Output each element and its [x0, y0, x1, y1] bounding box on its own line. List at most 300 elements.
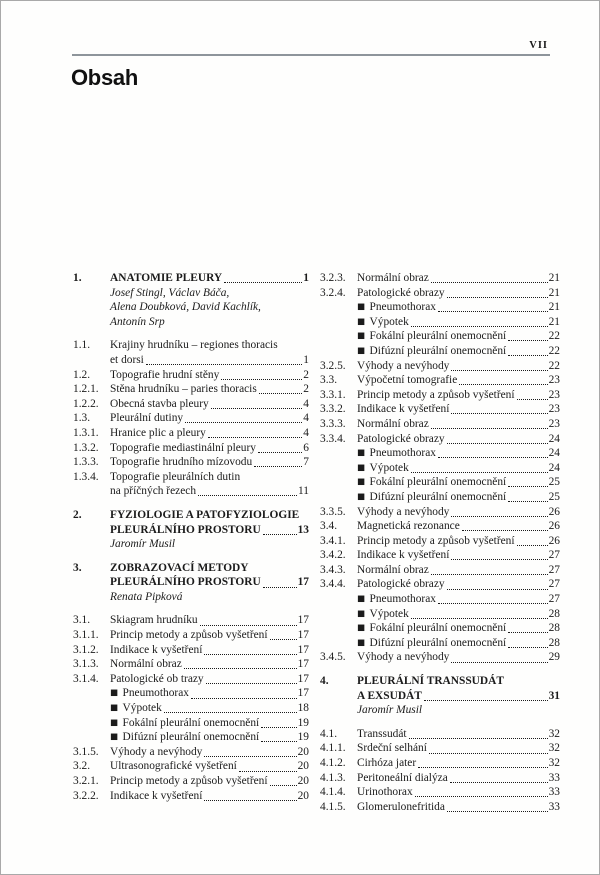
dot-leader — [451, 413, 547, 414]
entry-body — [110, 745, 309, 760]
entry-title: Indikace k vyšetření — [357, 403, 450, 416]
toc-entry — [320, 756, 560, 771]
entry-title: Difúzní pleurální onemocnění — [369, 344, 507, 357]
entry-title: Normální obraz — [110, 658, 182, 671]
dot-leader — [508, 355, 547, 356]
entry-title: Fokální pleurální onemocnění — [369, 476, 507, 489]
entry-body — [110, 426, 309, 441]
entry-number — [73, 300, 110, 315]
entry-page: 33 — [548, 800, 560, 813]
entry-number: 3.4.4. — [320, 578, 346, 591]
entry-number: 3.1. — [73, 614, 91, 627]
entry-number — [320, 461, 357, 476]
entry-body — [110, 774, 309, 789]
toc-entry — [73, 426, 309, 441]
entry-page: 13 — [297, 523, 309, 536]
toc-entry — [320, 490, 560, 505]
toc-entry — [73, 774, 309, 789]
dot-leader — [451, 662, 547, 663]
dot-leader — [211, 408, 303, 409]
entry-title: Princip metody a způsob vyšetření — [110, 629, 268, 642]
dot-leader — [200, 625, 297, 626]
entry-number — [73, 575, 110, 590]
entry-body — [110, 672, 309, 687]
entry-number — [320, 446, 357, 461]
entry-number: 1.3. — [73, 412, 91, 425]
dot-leader — [270, 785, 297, 786]
entry-number — [320, 300, 357, 315]
entry-title: Obecná stavba pleury — [110, 397, 209, 410]
bullet-square-icon: ■ — [357, 448, 366, 459]
entry-title: Výpotek — [369, 461, 409, 474]
entry-body — [357, 519, 560, 534]
entry-number: 3.3.2. — [320, 403, 346, 416]
entry-number: 3.1.5. — [73, 745, 99, 758]
toc-entry — [320, 373, 560, 388]
entry-body — [110, 759, 309, 774]
entry-page: 2 — [303, 383, 309, 396]
entry-number: 3.3.3. — [320, 417, 346, 430]
dot-leader — [198, 495, 297, 496]
entry-title: Normální obraz — [357, 563, 429, 576]
entry-page: 24 — [548, 461, 560, 474]
toc-entry — [320, 286, 560, 301]
entry-title: Renata Pipková — [110, 590, 183, 603]
entry-number: 2. — [73, 508, 82, 521]
entry-page: 19 — [297, 716, 309, 729]
entry-title: ANATOMIE PLEURY — [110, 272, 223, 284]
toc-chapter-line — [73, 271, 309, 286]
entry-title: Transsudát — [357, 727, 407, 740]
toc-entry — [73, 470, 309, 485]
entry-body — [357, 475, 560, 490]
entry-title: Pneumothorax — [122, 687, 189, 700]
toc-entry — [73, 411, 309, 426]
entry-title: PLEURÁLNÍ TRANSSUDÁT — [357, 675, 504, 688]
entry-title: Princip metody a způsob vyšetření — [357, 534, 515, 547]
entry-number: 3.2.3. — [320, 272, 346, 284]
entry-body — [357, 286, 560, 301]
entry-body — [110, 716, 309, 731]
dot-leader — [451, 559, 547, 560]
entry-title: Josef Stingl, Václav Báča, — [110, 286, 230, 299]
toc-block-chapter — [320, 674, 560, 718]
dot-leader — [431, 282, 548, 283]
entry-title: Výhody a nevýhody — [357, 651, 450, 664]
entry-title: Jaromír Musil — [110, 538, 176, 551]
dot-leader — [206, 683, 297, 684]
toc-entry — [320, 592, 560, 607]
entry-page: 18 — [297, 702, 309, 715]
dot-leader — [164, 712, 297, 713]
entry-page: 23 — [548, 403, 560, 416]
entry-page: 27 — [548, 578, 560, 591]
dot-leader — [462, 530, 548, 531]
toc-entry — [320, 359, 560, 374]
dot-leader — [261, 741, 296, 742]
entry-number: 3.3.5. — [320, 505, 346, 518]
dot-leader — [191, 698, 297, 699]
entry-number: 1.2.1. — [73, 383, 99, 396]
entry-number — [320, 329, 357, 344]
entry-title: FYZIOLOGIE A PATOFYZIOLOGIE — [110, 508, 300, 521]
dot-leader — [204, 654, 296, 655]
entry-body — [110, 455, 309, 470]
entry-number — [73, 730, 110, 745]
toc-entry — [320, 650, 560, 665]
entry-title: A EXSUDÁT — [357, 689, 422, 702]
entry-body — [357, 446, 560, 461]
dot-leader — [451, 370, 547, 371]
entry-page: 1 — [303, 272, 309, 284]
dot-leader — [431, 428, 548, 429]
toc-block-entries — [320, 271, 560, 665]
dot-leader — [263, 534, 297, 535]
entry-page: 25 — [548, 476, 560, 489]
toc-column-right — [320, 271, 560, 814]
page-title: Obsah — [71, 65, 138, 90]
entry-number — [320, 475, 357, 490]
dot-leader — [447, 589, 548, 590]
entry-title: Peritoneální dialýza — [357, 771, 448, 784]
entry-body — [110, 628, 309, 643]
entry-number — [73, 286, 110, 301]
toc-entry — [73, 686, 309, 701]
toc-entry — [320, 402, 560, 417]
entry-number: 4. — [320, 675, 329, 688]
entry-title: Normální obraz — [357, 417, 429, 430]
dot-leader — [221, 379, 302, 380]
entry-title: Pneumothorax — [369, 593, 436, 606]
entry-page: 22 — [548, 330, 560, 343]
entry-body — [357, 359, 560, 374]
entry-title: Urinothorax — [357, 786, 413, 799]
entry-number: 4.1.5. — [320, 800, 346, 813]
toc-author — [73, 537, 309, 552]
dot-leader — [411, 472, 548, 473]
entry-page: 17 — [297, 629, 309, 642]
entry-body — [110, 353, 309, 368]
entry-page: 31 — [548, 689, 560, 702]
toc-block-entries — [320, 727, 560, 815]
entry-title: Fokální pleurální onemocnění — [122, 716, 260, 729]
toc-entry — [320, 621, 560, 636]
entry-body — [357, 417, 560, 432]
entry-number: 3.4.1. — [320, 534, 346, 547]
entry-body — [357, 388, 560, 403]
entry-title: Cirhóza jater — [357, 757, 417, 769]
entry-title: Výpotek — [122, 702, 162, 715]
entry-title: Skiagram hrudníku — [110, 614, 198, 627]
toc-entry — [320, 315, 560, 330]
table-of-contents — [73, 271, 560, 814]
entry-page: 17 — [297, 614, 309, 627]
entry-title: Difúzní pleurální onemocnění — [369, 636, 507, 649]
entry-page: 32 — [548, 727, 560, 740]
entry-body — [357, 577, 560, 592]
entry-body — [357, 650, 560, 665]
entry-number: 3.4. — [320, 520, 338, 533]
entry-title: Patologické obrazy — [357, 286, 445, 299]
entry-number — [73, 590, 110, 605]
entry-body — [110, 470, 309, 485]
toc-entry — [320, 271, 560, 286]
dot-leader — [239, 771, 297, 772]
toc-entry-continuation — [73, 484, 309, 499]
dot-leader — [185, 422, 302, 423]
entry-page: 21 — [548, 315, 560, 328]
dot-leader — [431, 574, 548, 575]
toc-block-chapter — [73, 561, 309, 605]
entry-title: Pneumothorax — [369, 301, 436, 314]
toc-entry — [320, 461, 560, 476]
bullet-square-icon: ■ — [357, 608, 366, 619]
entry-title: Fokální pleurální onemocnění — [369, 622, 507, 635]
entry-page: 6 — [303, 441, 309, 454]
bullet-square-icon: ■ — [357, 477, 366, 488]
entry-page: 28 — [548, 622, 560, 635]
entry-body — [357, 271, 560, 286]
dot-leader — [438, 457, 548, 458]
entry-title: Topografie hrudního mízovodu — [110, 456, 253, 469]
entry-body — [110, 286, 309, 301]
entry-page: 24 — [548, 447, 560, 460]
dot-leader — [146, 364, 302, 365]
entry-body — [357, 534, 560, 549]
toc-column-left — [73, 271, 309, 814]
entry-page: 33 — [548, 786, 560, 799]
toc-entry — [73, 441, 309, 456]
entry-page: 20 — [297, 789, 309, 802]
entry-page: 32 — [548, 757, 560, 769]
entry-page: 4 — [303, 412, 309, 425]
entry-body — [110, 730, 309, 745]
entry-page: 20 — [297, 745, 309, 758]
entry-number: 3.1.1. — [73, 629, 99, 642]
dot-leader — [418, 767, 547, 768]
toc-entry — [73, 759, 309, 774]
entry-number — [73, 686, 110, 701]
entry-body — [357, 548, 560, 563]
entry-number — [320, 315, 357, 330]
entry-number — [320, 636, 357, 651]
toc-block-chapter — [73, 508, 309, 552]
entry-body — [110, 657, 309, 672]
entry-title: Antonín Srp — [110, 315, 165, 328]
dot-leader — [259, 393, 303, 394]
toc-chapter-line — [73, 523, 309, 538]
dot-leader — [447, 297, 548, 298]
toc-author — [73, 315, 309, 330]
dot-leader — [409, 738, 548, 739]
entry-page: 27 — [548, 549, 560, 562]
entry-page: 27 — [548, 593, 560, 606]
entry-title: PLEURÁLNÍHO PROSTORU — [110, 576, 261, 589]
entry-body — [110, 523, 309, 538]
entry-body — [110, 575, 309, 590]
bullet-square-icon: ■ — [357, 331, 366, 342]
entry-number: 3. — [73, 561, 82, 574]
entry-page: 17 — [297, 672, 309, 685]
entry-number: 3.1.3. — [73, 658, 99, 671]
entry-body — [110, 686, 309, 701]
entry-title: Princip metody a způsob vyšetření — [110, 775, 268, 787]
entry-body — [110, 368, 309, 383]
entry-body — [110, 508, 309, 523]
entry-page: 28 — [548, 636, 560, 649]
dot-leader — [411, 618, 548, 619]
bullet-square-icon: ■ — [357, 345, 366, 356]
entry-page: 22 — [548, 359, 560, 372]
entry-title: Difúzní pleurální onemocnění — [122, 731, 260, 744]
entry-body — [357, 563, 560, 578]
entry-body — [357, 592, 560, 607]
toc-entry — [73, 397, 309, 412]
entry-page: 26 — [548, 505, 560, 518]
entry-title: Princip metody a způsob vyšetření — [357, 388, 515, 401]
entry-page: 23 — [548, 417, 560, 430]
toc-author — [320, 703, 560, 718]
entry-page: 23 — [548, 388, 560, 401]
entry-body — [110, 382, 309, 397]
entry-body — [110, 441, 309, 456]
toc-entry — [73, 338, 309, 353]
entry-title: Indikace k vyšetření — [110, 789, 203, 802]
entry-page: 23 — [548, 374, 560, 387]
entry-title: Magnetická rezonance — [357, 520, 460, 533]
bullet-square-icon: ■ — [357, 462, 366, 473]
entry-page: 33 — [548, 771, 560, 784]
bullet-square-icon: ■ — [110, 732, 119, 743]
entry-title: Normální obraz — [357, 272, 429, 284]
toc-block-entries — [73, 338, 309, 499]
toc-entry — [73, 455, 309, 470]
toc-entry — [320, 475, 560, 490]
entry-body — [357, 621, 560, 636]
entry-number — [320, 490, 357, 505]
entry-number: 4.1.2. — [320, 757, 346, 769]
entry-body — [357, 800, 560, 815]
entry-body — [357, 771, 560, 786]
toc-chapter-line — [320, 674, 560, 689]
dot-leader — [451, 516, 547, 517]
entry-title: PLEURÁLNÍHO PROSTORU — [110, 523, 261, 536]
entry-body — [110, 590, 309, 605]
entry-number: 3.3.1. — [320, 388, 346, 401]
toc-chapter-line — [73, 561, 309, 576]
entry-body — [357, 607, 560, 622]
toc-entry — [73, 672, 309, 687]
toc-entry — [320, 388, 560, 403]
entry-number — [73, 701, 110, 716]
entry-body — [357, 785, 560, 800]
entry-body — [110, 561, 309, 576]
entry-number: 1.3.4. — [73, 470, 99, 483]
entry-body — [110, 484, 309, 499]
entry-number: 1. — [73, 272, 82, 284]
dot-leader — [270, 639, 297, 640]
entry-title: Srdeční selhání — [357, 742, 427, 755]
entry-title: Pleurální dutiny — [110, 412, 184, 425]
dot-leader — [459, 384, 547, 385]
entry-page: 21 — [548, 286, 560, 299]
toc-entry — [320, 329, 560, 344]
dot-leader — [411, 326, 548, 327]
entry-page: 27 — [548, 563, 560, 576]
entry-number: 3.2.4. — [320, 286, 346, 299]
entry-title: Výpotek — [369, 607, 409, 620]
entry-page: 22 — [548, 344, 560, 357]
toc-entry — [320, 563, 560, 578]
toc-chapter-line — [73, 575, 309, 590]
entry-body — [357, 703, 560, 718]
entry-page: 17 — [297, 687, 309, 700]
entry-title: Výhody a nevýhody — [357, 359, 450, 372]
entry-body — [357, 674, 560, 689]
entry-number — [320, 592, 357, 607]
entry-number: 1.3.1. — [73, 426, 99, 439]
entry-page: 21 — [548, 301, 560, 314]
header-rule — [72, 54, 550, 56]
entry-title: Glomerulonefritida — [357, 800, 445, 813]
toc-block-entries — [73, 613, 309, 803]
toc-entry — [73, 730, 309, 745]
entry-body — [357, 505, 560, 520]
toc-entry — [320, 548, 560, 563]
toc-author — [73, 286, 309, 301]
dot-leader — [208, 437, 302, 438]
bullet-square-icon: ■ — [110, 703, 119, 714]
entry-number: 1.1. — [73, 339, 91, 352]
toc-chapter-line — [320, 689, 560, 704]
entry-number — [320, 621, 357, 636]
dot-leader — [508, 340, 547, 341]
entry-number: 3.1.4. — [73, 672, 99, 685]
entry-body — [357, 741, 560, 756]
entry-title: Indikace k vyšetření — [357, 549, 450, 562]
entry-body — [357, 727, 560, 742]
entry-number: 3.3. — [320, 374, 338, 387]
entry-number: 1.3.3. — [73, 456, 99, 469]
entry-page: 17 — [297, 643, 309, 656]
entry-body — [110, 397, 309, 412]
toc-block-chapter — [73, 271, 309, 329]
entry-number: 4.1.3. — [320, 771, 346, 784]
entry-page: 32 — [548, 742, 560, 755]
entry-number: 3.4.3. — [320, 563, 346, 576]
entry-title: Ultrasonografické vyšetření — [110, 760, 237, 773]
toc-entry — [320, 344, 560, 359]
dot-leader — [424, 700, 548, 701]
entry-page: 1 — [303, 353, 309, 366]
entry-body — [110, 300, 309, 315]
entry-title: Stěna hrudníku – paries thoracis — [110, 383, 257, 396]
dot-leader — [517, 399, 548, 400]
entry-number: 3.2.5. — [320, 359, 346, 372]
entry-body — [357, 461, 560, 476]
toc-entry — [320, 636, 560, 651]
entry-body — [110, 789, 309, 804]
toc-entry — [320, 417, 560, 432]
toc-entry — [320, 300, 560, 315]
dot-leader — [429, 753, 548, 754]
entry-title: Patologické obrazy — [357, 432, 445, 445]
entry-number: 3.4.5. — [320, 651, 346, 664]
toc-entry — [320, 771, 560, 786]
toc-entry — [73, 789, 309, 804]
dot-leader — [438, 603, 548, 604]
dot-leader — [204, 800, 296, 801]
